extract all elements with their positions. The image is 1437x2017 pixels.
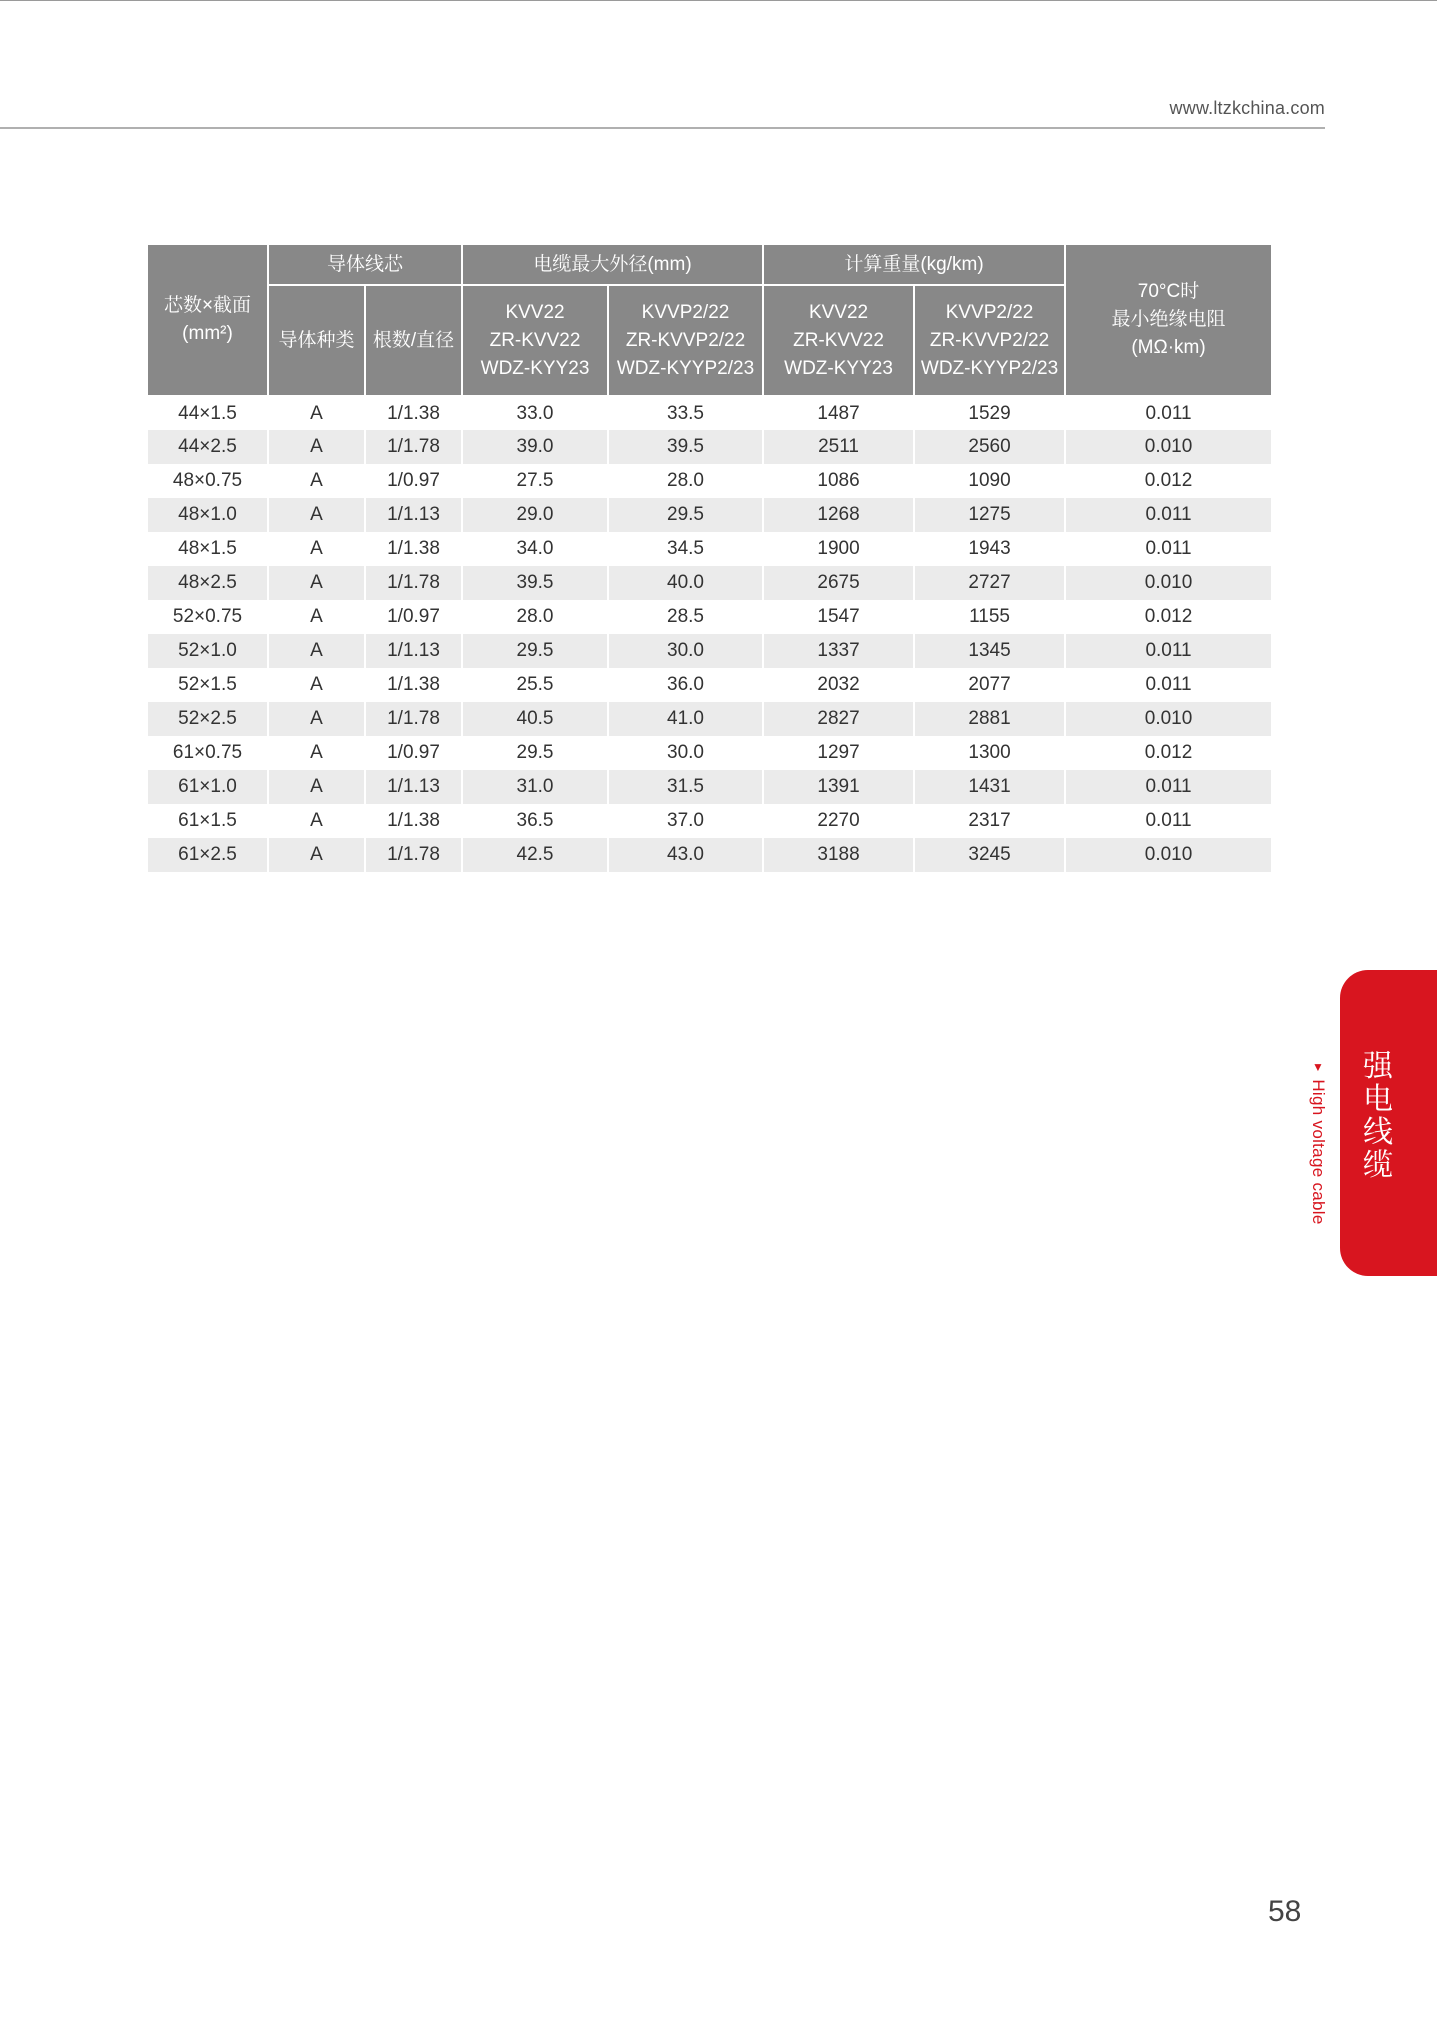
table-cell: 29.5 — [462, 736, 608, 770]
table-row — [148, 668, 1271, 702]
website-url: www.ltzkchina.com — [1169, 98, 1325, 118]
table-cell: A — [268, 430, 365, 464]
table-cell: 0.010 — [1065, 566, 1271, 600]
table-cell: 2881 — [914, 702, 1065, 736]
table-cell: 1547 — [763, 600, 914, 634]
table-row — [148, 804, 1271, 838]
header-conductor-group: 导体线芯 — [268, 245, 462, 285]
header-weight-group: 计算重量(kg/km) — [763, 245, 1065, 285]
table-cell: 1/1.78 — [365, 702, 462, 736]
table-cell: A — [268, 396, 365, 430]
header-diameter-model-a: KVV22 ZR-KVV22 WDZ-KYY23 — [462, 285, 608, 396]
header-diameter-model-b: KVVP2/22 ZR-KVVP2/22 WDZ-KYYP2/23 — [608, 285, 763, 396]
table-row — [148, 464, 1271, 498]
table-cell: 1345 — [914, 634, 1065, 668]
header-conductor-type: 导体种类 — [268, 285, 365, 396]
table-cell: 2270 — [763, 804, 914, 838]
table-cell: 0.010 — [1065, 838, 1271, 872]
table-row — [148, 600, 1271, 634]
table-cell: 1900 — [763, 532, 914, 566]
table-cell: 1268 — [763, 498, 914, 532]
table-cell: 2032 — [763, 668, 914, 702]
table-cell: 34.5 — [608, 532, 763, 566]
table-cell: 0.010 — [1065, 702, 1271, 736]
table-row — [148, 566, 1271, 600]
table-cell: 2077 — [914, 668, 1065, 702]
table-cell: 1/1.78 — [365, 838, 462, 872]
table-cell: 2511 — [763, 430, 914, 464]
table-cell: 61×1.5 — [148, 804, 268, 838]
table-cell: 1529 — [914, 396, 1065, 430]
table-cell: 33.0 — [462, 396, 608, 430]
table-row — [148, 396, 1271, 430]
table-cell: 0.011 — [1065, 668, 1271, 702]
table-body — [148, 396, 1271, 872]
table-cell: 33.5 — [608, 396, 763, 430]
header-conductor-count: 根数/直径 — [365, 285, 462, 396]
table-cell: 43.0 — [608, 838, 763, 872]
table-cell: 2317 — [914, 804, 1065, 838]
table-cell: 40.5 — [462, 702, 608, 736]
table-cell: 52×1.5 — [148, 668, 268, 702]
table-cell: 41.0 — [608, 702, 763, 736]
table-cell: 27.5 — [462, 464, 608, 498]
table-cell: 34.0 — [462, 532, 608, 566]
table-cell: 1275 — [914, 498, 1065, 532]
table-cell: A — [268, 634, 365, 668]
page-number: 58 — [1268, 1895, 1302, 1928]
table-cell: A — [268, 770, 365, 804]
table-cell: 44×2.5 — [148, 430, 268, 464]
table-cell: 61×2.5 — [148, 838, 268, 872]
table-cell: 44×1.5 — [148, 396, 268, 430]
table-cell: 42.5 — [462, 838, 608, 872]
table-cell: 48×0.75 — [148, 464, 268, 498]
table-cell: 0.011 — [1065, 532, 1271, 566]
table-row — [148, 498, 1271, 532]
table-cell: 39.5 — [608, 430, 763, 464]
header-divider — [0, 127, 1325, 129]
table-cell: 36.0 — [608, 668, 763, 702]
table-cell: 0.012 — [1065, 464, 1271, 498]
table-cell: A — [268, 702, 365, 736]
table-cell: 1/0.97 — [365, 600, 462, 634]
table-cell: 29.0 — [462, 498, 608, 532]
table-cell: 28.0 — [462, 600, 608, 634]
table-cell: 1/1.13 — [365, 634, 462, 668]
table-cell: 1943 — [914, 532, 1065, 566]
table-cell: 1391 — [763, 770, 914, 804]
table-cell: 30.0 — [608, 736, 763, 770]
table-cell: 1/1.78 — [365, 566, 462, 600]
header-weight-model-b: KVVP2/22 ZR-KVVP2/22 WDZ-KYYP2/23 — [914, 285, 1065, 396]
table-row — [148, 736, 1271, 770]
header-cores-section: 芯数×截面 (mm²) — [148, 245, 268, 396]
table-cell: 1086 — [763, 464, 914, 498]
table-cell: 28.0 — [608, 464, 763, 498]
table-cell: 1/1.38 — [365, 532, 462, 566]
table-cell: 0.012 — [1065, 736, 1271, 770]
side-tab-english-label: ▼ High voltage cable — [1309, 1060, 1328, 1225]
table-cell: 1297 — [763, 736, 914, 770]
table-cell: 61×0.75 — [148, 736, 268, 770]
table-cell: 28.5 — [608, 600, 763, 634]
table-cell: A — [268, 566, 365, 600]
table-cell: 1/1.13 — [365, 770, 462, 804]
table-cell: 1155 — [914, 600, 1065, 634]
table-cell: A — [268, 668, 365, 702]
table-cell: A — [268, 600, 365, 634]
table-cell: 61×1.0 — [148, 770, 268, 804]
table-cell: 1/1.13 — [365, 498, 462, 532]
triangle-down-icon: ▼ — [1311, 1060, 1325, 1075]
table-cell: 0.011 — [1065, 804, 1271, 838]
header-weight-model-a: KVV22 ZR-KVV22 WDZ-KYY23 — [763, 285, 914, 396]
table-cell: 0.011 — [1065, 770, 1271, 804]
table-cell: 0.011 — [1065, 634, 1271, 668]
table-cell: 31.5 — [608, 770, 763, 804]
table-cell: 1/0.97 — [365, 464, 462, 498]
table-cell: 1/0.97 — [365, 736, 462, 770]
table-row — [148, 634, 1271, 668]
table-cell: A — [268, 838, 365, 872]
table-cell: 2727 — [914, 566, 1065, 600]
table-cell: A — [268, 804, 365, 838]
table-cell: 48×2.5 — [148, 566, 268, 600]
table-cell: 37.0 — [608, 804, 763, 838]
table-cell: A — [268, 464, 365, 498]
table-cell: 39.5 — [462, 566, 608, 600]
table-cell: 0.011 — [1065, 396, 1271, 430]
table-cell: 3188 — [763, 838, 914, 872]
table-cell: 36.5 — [462, 804, 608, 838]
table-cell: 2560 — [914, 430, 1065, 464]
table-cell: 0.011 — [1065, 498, 1271, 532]
table-cell: 1487 — [763, 396, 914, 430]
table-row — [148, 702, 1271, 736]
table-cell: 31.0 — [462, 770, 608, 804]
table-cell: 48×1.0 — [148, 498, 268, 532]
table-cell: A — [268, 498, 365, 532]
table-cell: 40.0 — [608, 566, 763, 600]
table-cell: 1337 — [763, 634, 914, 668]
table-row — [148, 532, 1271, 566]
table-row — [148, 770, 1271, 804]
table-cell: 1090 — [914, 464, 1065, 498]
table-cell: 1/1.78 — [365, 430, 462, 464]
table-cell: 1/1.38 — [365, 804, 462, 838]
table-header-row-1 — [148, 245, 1271, 285]
table-row — [148, 838, 1271, 872]
table-cell: 25.5 — [462, 668, 608, 702]
cable-spec-table — [148, 245, 1271, 872]
table-cell: 2675 — [763, 566, 914, 600]
top-border-line — [0, 0, 1437, 1]
table-cell: 0.012 — [1065, 600, 1271, 634]
header-insulation-resistance: 70°C时 最小绝缘电阻 (MΩ·km) — [1065, 245, 1271, 396]
table-cell: A — [268, 532, 365, 566]
table-cell: 39.0 — [462, 430, 608, 464]
table-cell: 1/1.38 — [365, 396, 462, 430]
table-cell: 48×1.5 — [148, 532, 268, 566]
table-cell: 1300 — [914, 736, 1065, 770]
table-cell: 2827 — [763, 702, 914, 736]
table-cell: 29.5 — [462, 634, 608, 668]
table-cell: 1/1.38 — [365, 668, 462, 702]
table-cell: 52×0.75 — [148, 600, 268, 634]
table-cell: 0.010 — [1065, 430, 1271, 464]
table-row — [148, 430, 1271, 464]
table-cell: 3245 — [914, 838, 1065, 872]
table-cell: 52×2.5 — [148, 702, 268, 736]
table-cell: 1431 — [914, 770, 1065, 804]
header-max-diameter-group: 电缆最大外径(mm) — [462, 245, 763, 285]
table-cell: 52×1.0 — [148, 634, 268, 668]
table-cell: A — [268, 736, 365, 770]
table-cell: 30.0 — [608, 634, 763, 668]
side-tab-chinese-label: 强 电 线 缆 — [1363, 1049, 1393, 1183]
table-cell: 29.5 — [608, 498, 763, 532]
